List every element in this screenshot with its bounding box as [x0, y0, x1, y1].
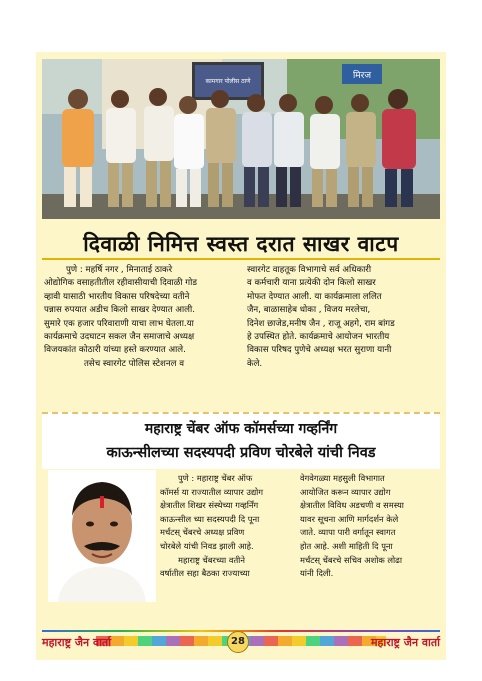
page-footer: [36, 624, 446, 660]
paragraph-line: क्षेत्रातील विविध अडचणी व समस्या: [300, 500, 404, 511]
group-photo: [42, 59, 440, 219]
article2-headline-box: [42, 412, 440, 469]
article1-headline: दिवाळी निमित्त स्वस्त दरात साखर वाटप: [83, 232, 399, 256]
portrait-illustration: [48, 470, 156, 602]
paragraph-line: विकास परिषद पुणेचे अध्यक्ष भरत सुराणा यानी: [247, 345, 392, 356]
article1-column-1: [44, 264, 242, 371]
paragraph-line: कार्यक्रमाचे उदघाटन सकल जैन समाजाचे अध्यक्ष: [44, 332, 195, 343]
portrait-photo: [48, 470, 156, 602]
paragraph-line: वर्षातील सहा बैठका राज्याच्या: [160, 568, 250, 579]
article2-headline-line-1: महाराष्ट्र चेंबर ऑफ कॉमर्सच्या गव्हर्निंग: [144, 421, 338, 437]
article2-headline-line-2: काऊन्सीलच्या सदस्यपदी प्रविण चोरबेले यांची निवड: [106, 445, 376, 461]
group-photo-illustration: [42, 59, 440, 219]
paragraph-line: तसेच स्वारगेट पोलिस स्टेशनल व: [84, 358, 184, 369]
paragraph-line: मर्चंटस् चेंबरचे सचिव अशोक लोढा: [300, 554, 402, 565]
paragraph-line: यांनी दिली.: [300, 568, 334, 579]
paragraph-line: मोफत देण्यात आली. या कार्यक्रमाला ललित: [247, 291, 382, 302]
paragraph-line: मर्चंटस् चेंबरचे अध्यक्ष प्रविण: [160, 527, 245, 538]
paragraph-line: जाते. व्यापा पारी वर्गातून स्वागत: [300, 527, 396, 538]
footer-brand-left: महाराष्ट्र जैन वार्ता: [42, 636, 112, 649]
paragraph-line: होत आहे. अशी माहिती दि पूना: [300, 540, 393, 551]
paragraph-line: दिनेश छाजेड,मनीष जैन , राजू अहगे, राम बांगड: [247, 318, 395, 329]
paragraph-line: कॉमर्स या राज्यातील व्यापार उद्योग: [160, 486, 264, 497]
page-number: 28: [227, 631, 249, 653]
article2-column-2: [300, 472, 440, 581]
paragraph-line: ओद्योगिक वसाहतीतील रहीवासीयाची दिवाळी गोड: [44, 278, 197, 289]
station-sign: कामगार पोलीस ठाणे: [205, 78, 251, 85]
paragraph-line: जैन, बाळासाहेब धोका , विजय मरलेचा,: [247, 305, 371, 316]
paragraph-line: चोरबेले यांची निवड झाली आहे.: [160, 540, 254, 551]
paragraph-line: महाराष्ट्र चेंबरच्या वतीने: [178, 554, 245, 565]
paragraph-line: पन्नास रुपयात अडीच किलो साखर देण्यात आली.: [44, 305, 195, 316]
paragraph-line: काऊन्सील च्या सदस्यपदी दि पूना: [160, 513, 260, 524]
paragraph-line: केले.: [247, 358, 263, 369]
paragraph-line: सुमारे एक हजार परिवाराणी याचा लाभ घेतला.या: [44, 318, 194, 329]
paragraph-line: विजयकांत कोठारी यांच्या हस्ते करण्यात आले.: [44, 345, 186, 356]
paragraph-line: व कर्मचारी याना प्रत्येकी दोन किलो साखर: [247, 278, 376, 289]
paragraph-line: पुणे : महर्षि नगर , मिनाताई ठाकरे: [66, 265, 173, 275]
paragraph-line: पुणे : महाराष्ट्र चेंबर ऑफ: [178, 473, 253, 483]
paragraph-line: क्षेत्रातील शिखर संस्थेच्या गव्हर्निंग: [160, 500, 259, 511]
footer-brand-right: महाराष्ट्र जैन वार्ता: [370, 636, 440, 649]
newspaper-page: [36, 52, 446, 660]
paragraph-line: वेगवेगळ्या महसुली विभागात: [300, 473, 385, 483]
paragraph-line: आयोजित करून व्यापार उद्योग: [300, 486, 391, 497]
paragraph-line: व्हावी यासाठी भारतीय विकास परिषदेच्या वतीने: [44, 291, 190, 302]
article2-column-1: [160, 472, 292, 581]
article1-column-2: [247, 264, 441, 371]
paragraph-line: यावर सूचना आणि मार्गदर्शन केले: [300, 513, 399, 524]
paragraph-line: हे उपस्थित होते. कार्यक्रमाचे आयोजन भारतीय: [247, 332, 390, 343]
paragraph-line: स्वारगेट वाहतूक विभागाचे सर्व अधिकारी: [247, 265, 372, 275]
divider: [42, 258, 440, 260]
station-sign-2: मिरज: [352, 71, 372, 81]
